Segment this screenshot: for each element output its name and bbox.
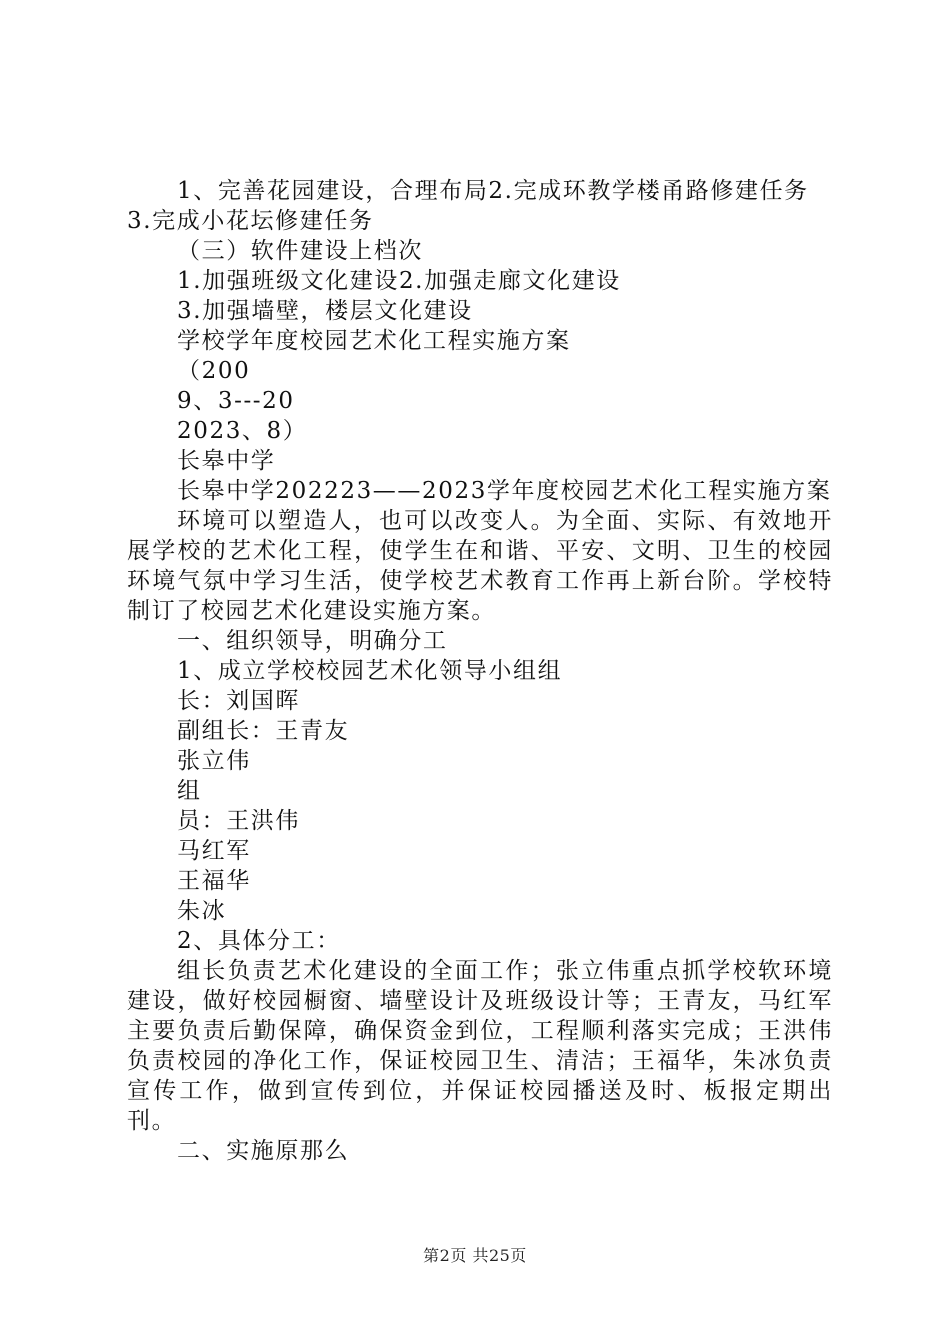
member-line: 马红军 [177,838,251,864]
document-body [127,176,833,1166]
date-range-line: 2023、8） [177,418,308,444]
member-line: 员：王洪伟 [177,808,300,834]
document-title: 学校学年度校园艺术化工程实施方案 [177,328,571,354]
duties-paragraph: 组长负责艺术化建设的全面工作；张立伟重点抓学校软环境建设，做好校园橱窗、墙壁设计及班级设计等；王青友，马红军主要负责后勤保障，确保资金到位，工程顺利落实完成；王洪伟负责校园的净化工作，保证校园卫生、清洁；王福华，朱冰负责宣传工作，做到宣传到位，并保证校园播送及时、板报定期出刊。 [127,958,833,1134]
text-line: 1.加强班级文化建设2.加强走廊文化建设 [177,268,621,294]
member-line: 王福华 [177,868,251,894]
text-line: 1、成立学校校园艺术化领导小组组 [177,658,563,684]
section-heading: 一、组织领导，明确分工 [177,628,448,654]
intro-paragraph: 环境可以塑造人，也可以改变人。为全面、实际、有效地开展学校的艺术化工程，使学生在和谐、平安、文明、卫生的校园环境气氛中学习生活，使学校艺术教育工作再上新台阶。学校特制订了校园艺术化建设实施方案。 [127,508,833,624]
date-range-line: 9、3---20 [177,388,295,414]
school-name: 长皋中学 [177,448,276,474]
page-footer: 第2页 共25页 [423,1246,527,1265]
member-line: 组 [177,778,202,804]
section-heading: 二、实施原那么 [177,1138,350,1164]
member-line: 副组长：王青友 [177,718,350,744]
section-heading: （三）软件建设上档次 [177,238,423,264]
text-line: 1、完善花园建设，合理布局2.完成环教学楼甬路修建任务 [177,178,809,204]
text-line: 3.完成小花坛修建任务 [127,208,374,234]
member-line: 长：刘国晖 [177,688,300,714]
date-range-line: （200 [177,358,251,384]
plan-title: 长皋中学202223——2023学年度校园艺术化工程实施方案 [177,478,832,504]
text-line: 2、具体分工： [177,928,341,954]
member-line: 朱冰 [177,898,227,924]
text-line: 3.加强墙壁，楼层文化建设 [177,298,473,324]
member-line: 张立伟 [177,748,251,774]
